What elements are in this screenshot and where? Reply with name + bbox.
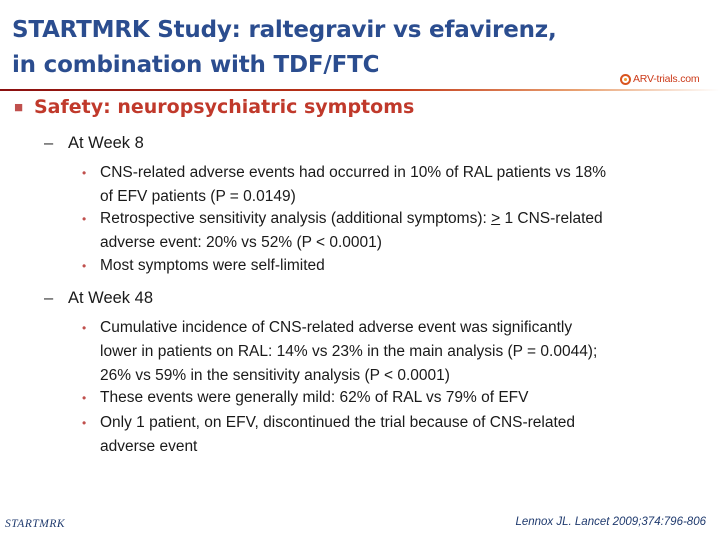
bullet-line: These events were generally mild: 62% of RAL vs 79% of EFV [100,389,529,406]
bullet-line: Cumulative incidence of CNS-related adverse event was significantly [100,319,573,336]
title-line-1: STARTMRK Study: raltegravir vs efavirenz, [12,17,557,43]
dot-bullet-icon: • [82,321,87,335]
bullet-line: adverse event [100,438,198,455]
week8-label: At Week 8 [68,134,144,152]
geq-symbol: > [491,210,501,227]
bullet-line: of EFV patients (P = 0.0149) [100,188,296,205]
bullet-line: Only 1 patient, on EFV, discontinued the trial because of CNS-related [100,414,576,431]
section-heading-text: Safety: neuropsychiatric symptoms [34,96,415,118]
logo-circle-icon [620,74,631,85]
footer-citation: Lennox JL. Lancet 2009;374:796-806 [515,516,706,528]
bullet-line: lower in patients on RAL: 14% vs 23% in the main analysis (P = 0.0044); [100,343,598,360]
title-line-2: in combination with TDF/FTC [12,52,380,78]
slide-title [12,13,557,83]
week48-bullet-3 [82,411,702,459]
title-divider [0,89,720,91]
week8-bullet-1 [82,161,702,209]
dot-bullet-icon: • [82,212,87,226]
dash-bullet-icon: – [44,289,54,307]
dot-bullet-icon: • [82,259,87,273]
dash-bullet-icon: – [44,134,54,152]
arv-trials-logo [620,69,699,89]
section-heading [14,96,414,118]
week48-bullet-1 [82,316,702,388]
week8-bullet-3 [82,254,702,278]
week48-bullet-2 [82,386,702,410]
bullet-line: CNS-related adverse events had occurred in 10% of RAL patients vs 18% [100,164,607,181]
logo-text: ARV-trials.com [633,73,700,85]
square-bullet-icon: ■ [14,98,24,116]
bullet-line: adverse event: 20% vs 52% (P < 0.0001) [100,234,382,251]
dot-bullet-icon: • [82,416,87,430]
dot-bullet-icon: • [82,391,87,405]
week8-heading [44,134,144,153]
week8-bullet-2 [82,207,702,255]
dot-bullet-icon: • [82,166,87,180]
week48-heading [44,289,153,308]
bullet-line: Most symptoms were self-limited [100,257,325,274]
bullet-line: 26% vs 59% in the sensitivity analysis (P < 0.0001) [100,367,450,384]
footer-study-label: STARTMRK [5,518,66,530]
bullet-line: Retrospective sensitivity analysis (additional symptoms): > 1 CNS-related [100,210,603,227]
week48-label: At Week 48 [68,289,153,307]
